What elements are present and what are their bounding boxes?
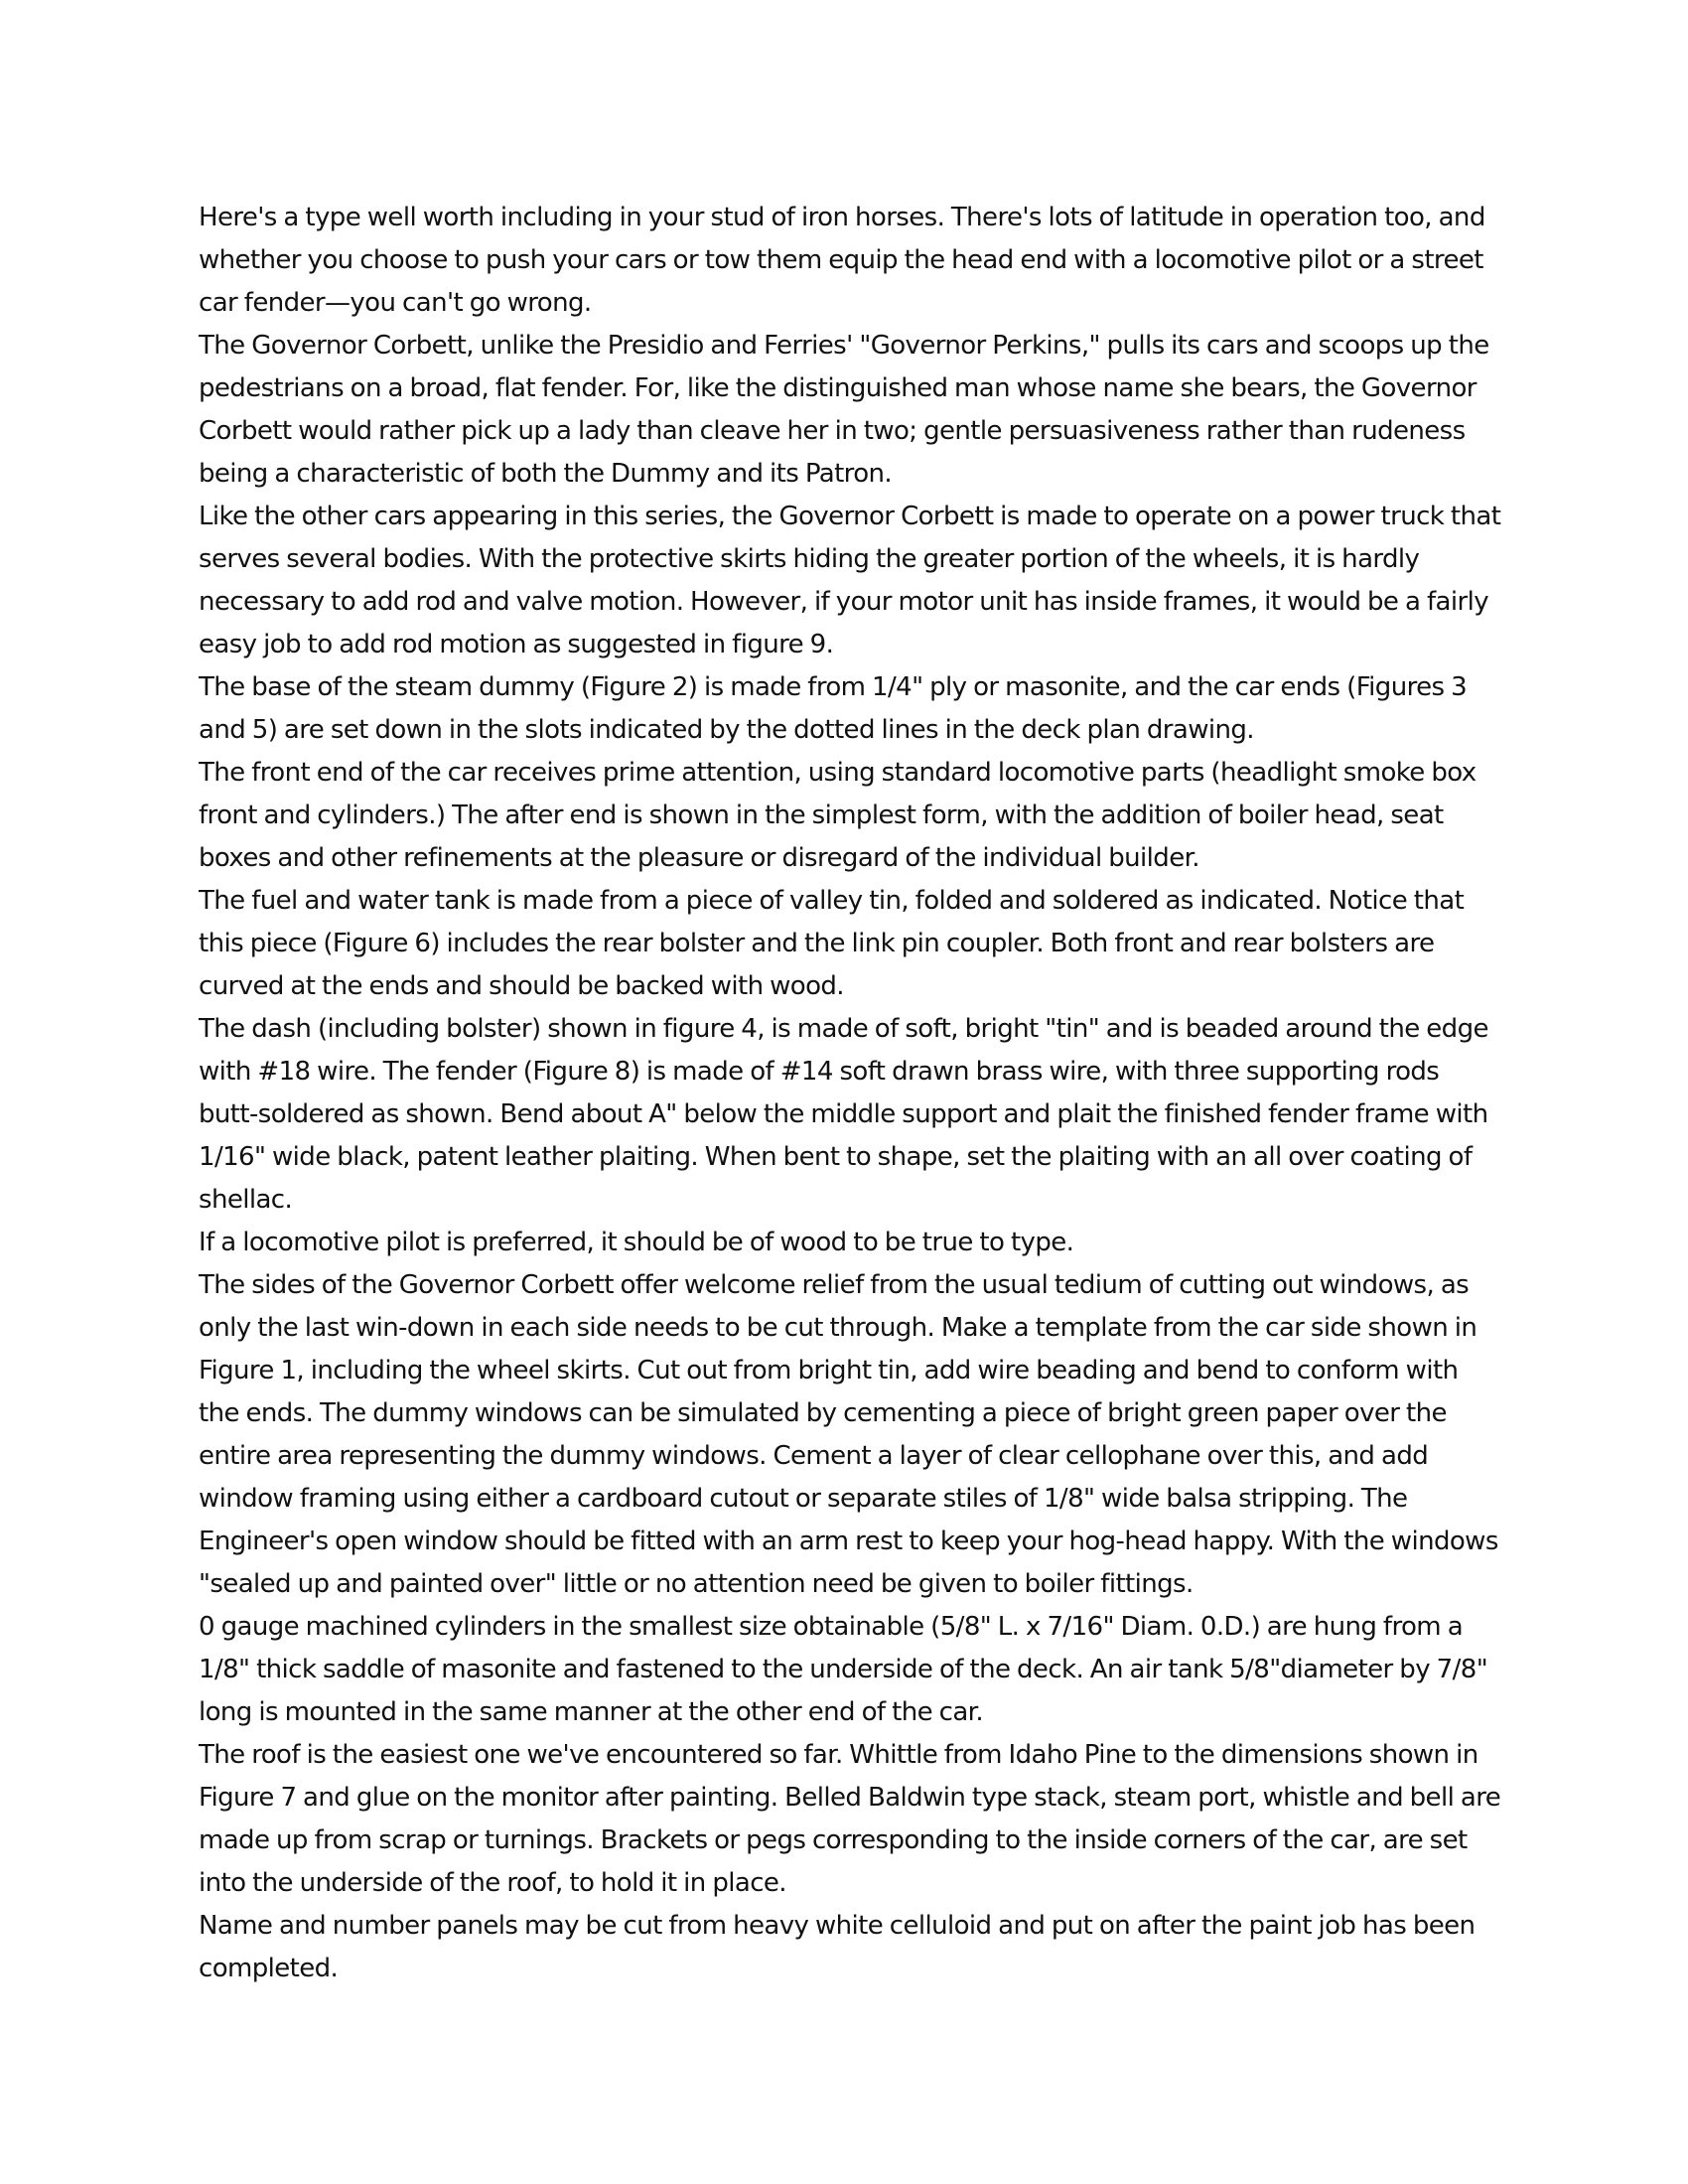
paragraph-roof: The roof is the easiest one we've encountered so far. Whittle from Idaho Pine to the dimensions shown in Figure 7 and glue on the monitor after painting. Belled Baldwin type stack, steam port, whistle and bell are made up from scrap or turnings. Brackets or pegs corresponding to the inside corners of the car, are set into the underside of the roof, to hold it in place. bbox=[199, 1740, 1501, 1898]
paragraph-dash-fender: The dash (including bolster) shown in figure 4, is made of soft, bright "tin" and is beaded around the edge with #18 wire. The fender (Figure 8) is made of #14 soft drawn brass wire, with three supporting rods butt-soldered as shown. Bend about A" below the middle support and plait the finished fender frame with 1/16" wide black, patent leather plaiting. When bent to shape, set the plaiting with an all over coating of shellac. bbox=[199, 1014, 1488, 1215]
paragraph-front-end: The front end of the car receives prime attention, using standard locomotive parts (headlight smoke box front and cylinders.) The after end is shown in the simplest form, with the addition of boiler head, seat boxes and other refinements at the pleasure or disregard of the individual builder. bbox=[199, 758, 1477, 873]
paragraph-intro: Here's a type well worth including in your stud of iron horses. There's lots of latitude in operation too, and whether you choose to push your cars or tow them equip the head end with a locomotive pilot or a street car fender—you can't go wrong. bbox=[199, 203, 1485, 318]
paragraph-governor-corbett: The Governor Corbett, unlike the Presidio and Ferries' "Governor Perkins," pulls its cars and scoops up the pedestrians on a broad, flat fender. For, like the distinguished man whose name she bears, the Governor Corbett would rather pick up a lady than cleave her in two; gentle persuasiveness rather than rudeness being a characteristic of both the Dummy and its Patron. bbox=[199, 331, 1489, 489]
paragraph-panels: Name and number panels may be cut from heavy white celluloid and put on after the paint job has been completed. bbox=[199, 1911, 1476, 1983]
paragraph-sides-windows: The sides of the Governor Corbett offer welcome relief from the usual tedium of cutting out windows, as only the last win-down in each side needs to be cut through. Make a template from the car side shown in Figure 1, including the wheel skirts. Cut out from bright tin, add wire beading and bend to conform with the ends. The dummy windows can be simulated by cementing a piece of bright green paper over the entire area representing the dummy windows. Cement a layer of clear cellophane over this, and add window framing using either a cardboard cutout or separate stiles of 1/8" wide balsa stripping. The Engineer's open window should be fitted with an arm rest to keep your hog-head happy. With the windows "sealed up and painted over" little or no attention need be given to boiler fittings. bbox=[199, 1270, 1498, 1599]
paragraph-power-truck: Like the other cars appearing in this series, the Governor Corbett is made to operate on a power truck that serves several bodies. With the protective skirts hiding the greater portion of the wheels, it is hardly necessary to add rod and valve motion. However, if your motor unit has inside frames, it would be a fairly easy job to add rod motion as suggested in figure 9. bbox=[199, 502, 1501, 659]
paragraph-pilot: If a locomotive pilot is preferred, it should be of wood to be true to type. bbox=[199, 1228, 1074, 1257]
paragraph-fuel-tank: The fuel and water tank is made from a piece of valley tin, folded and soldered as indicated. Notice that this piece (Figure 6) includes the rear bolster and the link pin coupler. Both front and rear bolsters are curved at the ends and should be backed with wood. bbox=[199, 886, 1465, 1001]
article-body bbox=[199, 197, 1501, 1990]
paragraph-base: The base of the steam dummy (Figure 2) is made from 1/4" ply or masonite, and the car ends (Figures 3 and 5) are set down in the slots indicated by the dotted lines in the deck plan drawing. bbox=[199, 672, 1468, 745]
paragraph-cylinders: 0 gauge machined cylinders in the smallest size obtainable (5/8" L. x 7/16" Diam. 0.D.) are hung from a 1/8" thick saddle of masonite and fastened to the underside of the deck. An air tank 5/8"diameter by 7/8" long is mounted in the same manner at the other end of the car. bbox=[199, 1612, 1488, 1727]
